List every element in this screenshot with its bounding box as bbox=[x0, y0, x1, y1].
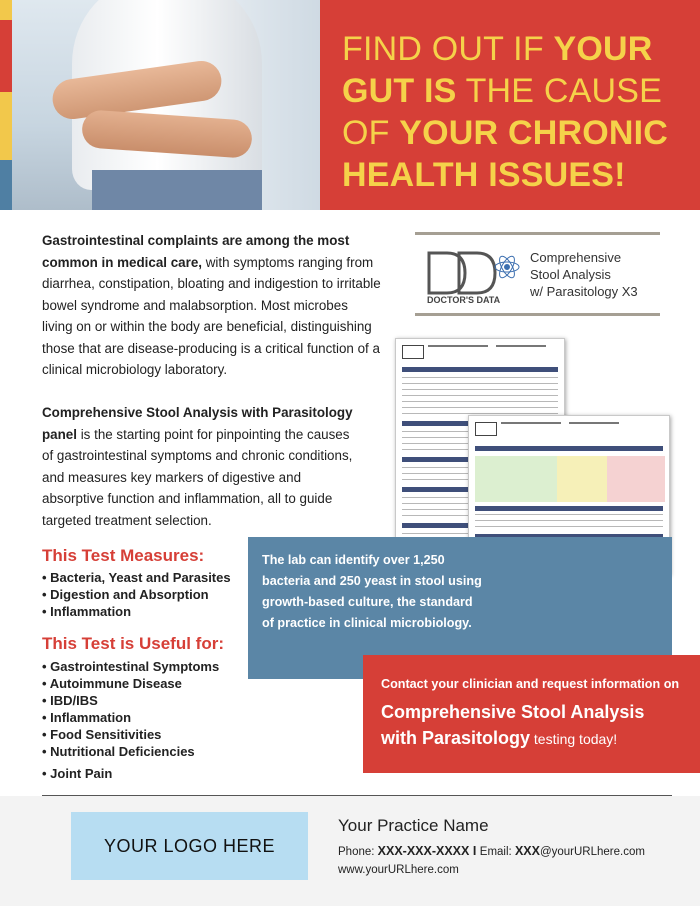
logo-placeholder: YOUR LOGO HERE bbox=[71, 812, 308, 880]
phone-number[interactable]: XXX-XXX-XXXX bbox=[377, 844, 470, 858]
intro-paragraph: Gastrointestinal complaints are among the most common in medical care, with symptoms ranging from diarrhea, constipation, bloating and indigestion to irritable bowel syndrome and malabsorption. Most microbes living on or within the body are beneficial, distinguishing those that are disease-producing is a critical function of a clinical microbiology laboratory. bbox=[42, 233, 381, 377]
measures-title: This Test Measures: bbox=[42, 546, 205, 565]
cta-closing: with Parasitology testing today! bbox=[381, 728, 618, 748]
callout-text: The lab can identify over 1,250 bacteria and 250 yeast in stool using growth-based culture, the standard of practice in clinical microbiology. bbox=[262, 553, 482, 630]
measures-list bbox=[42, 569, 231, 620]
email-user[interactable]: XXX bbox=[514, 844, 540, 858]
doctors-data-logo bbox=[425, 247, 525, 305]
hero-photo bbox=[12, 0, 320, 210]
list-item: • Joint Pain bbox=[42, 765, 219, 782]
product-name: Comprehensive Stool Analysis w/ Parasitology X3 bbox=[530, 250, 638, 299]
accent-stripe-red bbox=[0, 20, 12, 92]
product-logo-box bbox=[415, 232, 660, 316]
accent-stripe-yellow-lower bbox=[0, 92, 12, 160]
panel-description: Comprehensive Stool Analysis with Parasitology panel is the starting point for pinpointing the causes of gastrointestinal symptoms and chronic conditions, and measures key markers of digestive and absorptive function and inflammation, all to guide targeted treatment selection. bbox=[42, 405, 353, 528]
list-item: • Food Sensitivities bbox=[42, 726, 219, 743]
list-item: • Gastrointestinal Symptoms bbox=[42, 658, 219, 675]
cta-intro: Contact your clinician and request information on bbox=[381, 677, 680, 691]
logo-caption: DOCTOR'S DATA bbox=[427, 295, 501, 305]
practice-name: Your Practice Name bbox=[338, 816, 489, 835]
list-item: • Digestion and Absorption bbox=[42, 586, 231, 603]
list-item: • Bacteria, Yeast and Parasites bbox=[42, 569, 231, 586]
headline-panel bbox=[320, 0, 700, 210]
headline-text: FIND OUT IF YOUR GUT IS THE CAUSE OF YOUR CHRONIC HEALTH ISSUES! bbox=[342, 30, 669, 194]
photo-jeans bbox=[92, 170, 262, 210]
list-item: • IBD/IBS bbox=[42, 692, 219, 709]
cta-panel bbox=[363, 655, 700, 773]
list-item: • Autoimmune Disease bbox=[42, 675, 219, 692]
useful-for-title: This Test is Useful for: bbox=[42, 634, 224, 653]
contact-line: Phone: XXX-XXX-XXXX I Email: XXX@yourURLhere.com bbox=[338, 844, 645, 858]
list-item: • Inflammation bbox=[42, 603, 231, 620]
accent-stripe-blue bbox=[0, 160, 12, 210]
website-link[interactable]: www.yourURLhere.com bbox=[338, 864, 459, 876]
cta-product: Comprehensive Stool Analysis bbox=[381, 702, 645, 722]
email-domain[interactable]: @yourURLhere.com bbox=[539, 846, 645, 858]
accent-stripe-yellow bbox=[0, 0, 12, 20]
list-item: • Inflammation bbox=[42, 709, 219, 726]
list-item: • Nutritional Deficiencies bbox=[42, 743, 219, 760]
useful-for-list bbox=[42, 658, 219, 782]
